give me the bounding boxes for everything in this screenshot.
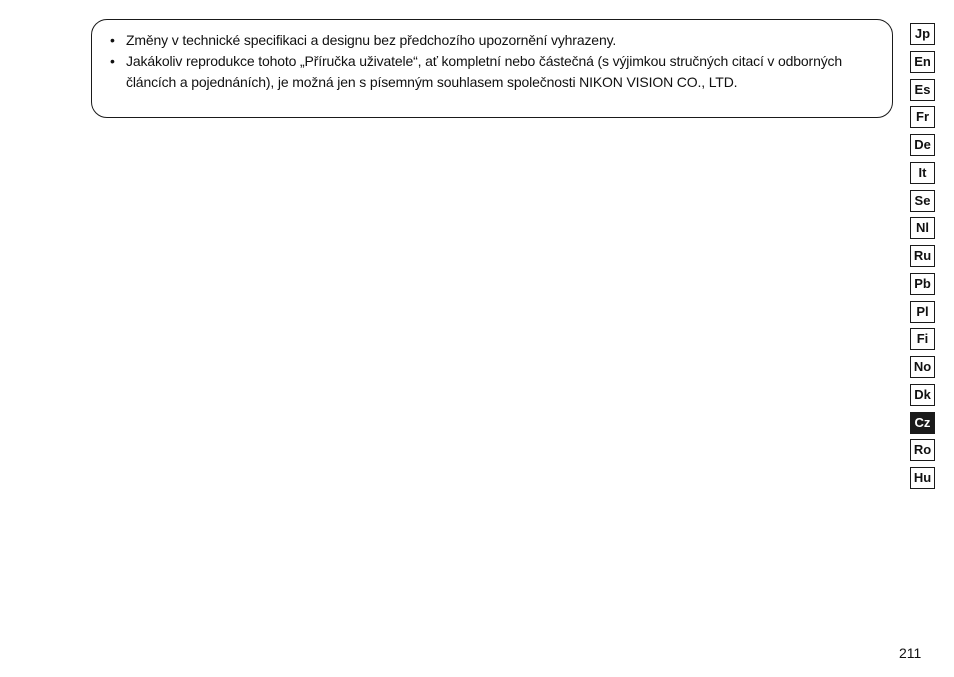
notice-item-reproduction xyxy=(108,51,880,93)
lang-tab-de[interactable]: De xyxy=(910,134,935,156)
lang-tab-en[interactable]: En xyxy=(910,51,935,73)
lang-tab-se[interactable]: Se xyxy=(910,190,935,212)
notice-text: Změny v technické specifikaci a designu bez předchozího upozornění vyhrazeny. xyxy=(126,32,617,48)
lang-tab-jp[interactable]: Jp xyxy=(910,23,935,45)
lang-tab-dk[interactable]: Dk xyxy=(910,384,935,406)
lang-tab-hu[interactable]: Hu xyxy=(910,467,935,489)
lang-tab-es[interactable]: Es xyxy=(910,79,935,101)
language-tabs xyxy=(910,23,935,495)
notice-text: Jakákoliv reprodukce tohoto „Příručka uživatele“, ať kompletní nebo částečná (s výjimkou stručných citací v odborných článcích a pojednáních), je možná jen s písemným souhlasem společnosti NIKON VISION CO., LTD. xyxy=(126,53,843,90)
notice-list xyxy=(108,30,880,93)
page-number: 211 xyxy=(899,645,922,661)
lang-tab-pb[interactable]: Pb xyxy=(910,273,935,295)
bullet: • xyxy=(110,53,115,69)
notice-item-specifications xyxy=(108,30,880,51)
lang-tab-no[interactable]: No xyxy=(910,356,935,378)
lang-tab-ro[interactable]: Ro xyxy=(910,439,935,461)
lang-tab-ru[interactable]: Ru xyxy=(910,245,935,267)
lang-tab-fr[interactable]: Fr xyxy=(910,106,935,128)
notice-box xyxy=(91,19,893,118)
lang-tab-nl[interactable]: Nl xyxy=(910,217,935,239)
lang-tab-it[interactable]: It xyxy=(910,162,935,184)
lang-tab-cz[interactable]: Cz xyxy=(910,412,935,434)
bullet: • xyxy=(110,32,115,48)
lang-tab-pl[interactable]: Pl xyxy=(910,301,935,323)
lang-tab-fi[interactable]: Fi xyxy=(910,328,935,350)
